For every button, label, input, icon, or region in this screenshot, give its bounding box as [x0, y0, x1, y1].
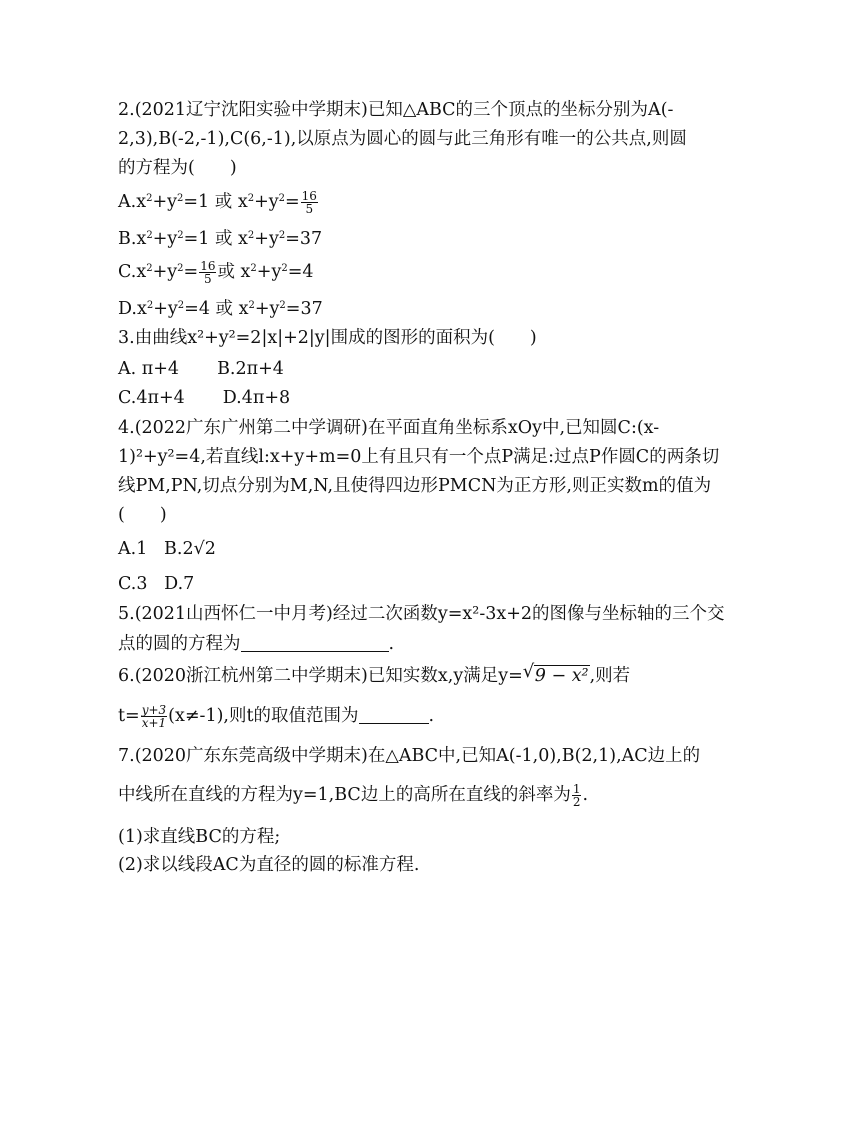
- q3-stem: 3.由曲线x²+y²=2|x|+2|y|围成的图形的面积为( ): [118, 328, 537, 348]
- fraction: $\frac{y+3}{x+1}$: [141, 703, 167, 730]
- q6-line-2: t= $\frac{y+3}{x+1}$ (x≠-1),则t的取值范围为 .: [118, 703, 435, 730]
- q2-line-2: 2,3),B(-2,-1),C(6,-1),以原点为圆心的圆与此三角形有唯一的公共点,则圆: [118, 129, 687, 149]
- q4-options-row-1: A.1 B.2√2: [118, 539, 216, 559]
- q7-subquestion-1: (1)求直线BC的方程;: [118, 827, 281, 847]
- q5-line-1: 5.(2021山西怀仁一中月考)经过二次函数y=x²-3x+2的图像与坐标轴的三个交: [118, 604, 725, 624]
- q5-line-2: 点的圆的方程为 .: [118, 634, 395, 654]
- q6-line-1: 6.(2020浙江杭州第二中学期末)已知实数x,y满足y= √ 9 − x²,则若: [118, 661, 631, 686]
- q2-option-c: $C.x^2+y^2=$ $\frac{16}{5}$ 或 $x^2+y^2=4$: [118, 259, 314, 286]
- fraction: $\frac{16}{5}$: [200, 259, 216, 286]
- q3-options-row-1: A. π+4 B.2π+4: [118, 359, 284, 379]
- q7-line-2: 中线所在直线的方程为y=1,BC边上的高所在直线的斜率为 $\frac{1}{2}$ .: [118, 782, 589, 809]
- q7-line-1: 7.(2020广东东莞高级中学期末)在△ABC中,已知A(-1,0),B(2,1),AC边上的: [118, 746, 701, 766]
- q4-line-1: 4.(2022广东广州第二中学调研)在平面直角坐标系xOy中,已知圆C:(x-: [118, 418, 660, 438]
- q4-line-3: 线PM,PN,切点分别为M,N,且使得四边形PMCN为正方形,则正实数m的值为: [118, 476, 712, 496]
- answer-blank: [241, 635, 389, 652]
- q2-option-a: $A.x^2+y^2=1$ 或 $x^2+y^2=$ $\frac{16}{5}$: [118, 189, 317, 216]
- q2-option-b: $B.x^2+y^2=1$ 或 $x^2+y^2=37$: [118, 229, 323, 249]
- q3-options-row-2: C.4π+4 D.4π+8: [118, 388, 291, 408]
- q2-line-3: 的方程为( ): [118, 158, 237, 178]
- fraction: $\frac{1}{2}$: [572, 782, 581, 809]
- fraction: $\frac{16}{5}$: [301, 189, 317, 216]
- q4-options-row-2: C.3 D.7: [118, 574, 195, 594]
- square-root: √ 9 − x²: [522, 661, 589, 686]
- answer-blank: [359, 707, 429, 724]
- q4-line-4: ( ): [118, 505, 167, 525]
- q4-line-2: 1)²+y²=4,若直线l:x+y+m=0上有且只有一个点P满足:过点P作圆C的两条切: [118, 447, 720, 467]
- q2-line-1: 2.(2021辽宁沈阳实验中学期末)已知△ABC的三个顶点的坐标分别为A(-: [118, 100, 674, 120]
- q7-subquestion-2: (2)求以线段AC为直径的圆的标准方程.: [118, 855, 420, 875]
- q2-option-d: $D.x^2+y^2=4$ 或 $x^2+y^2=37$: [118, 299, 323, 319]
